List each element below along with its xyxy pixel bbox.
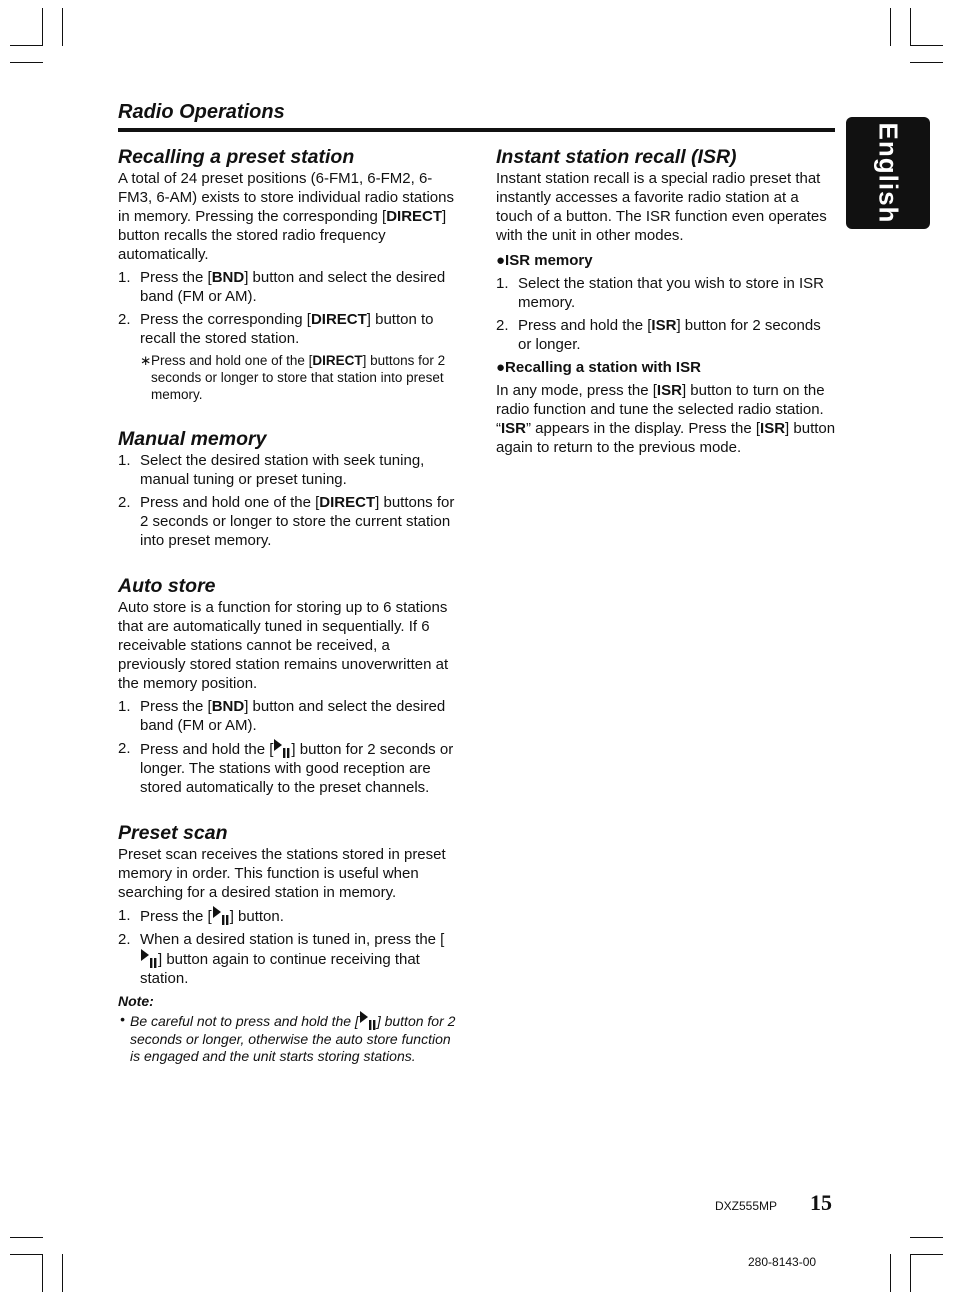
- crop-mark: [10, 45, 43, 46]
- play-pause-icon: [273, 739, 291, 759]
- crop-mark: [10, 1254, 43, 1255]
- recall-note: ∗ Press and hold one of the [DIRECT] buttons for 2 seconds or longer to store that station into preset memory.: [140, 353, 446, 402]
- list-item: 2. Press the corresponding [DIRECT] button to recall the stored station.: [118, 311, 434, 347]
- isr-memory-subheading: ●ISR memory: [496, 252, 593, 269]
- crop-mark: [910, 62, 943, 63]
- isr-heading: Instant station recall (ISR): [496, 146, 737, 168]
- play-pause-icon: [212, 906, 230, 926]
- page-number: 15: [810, 1190, 832, 1215]
- crop-mark: [910, 45, 943, 46]
- list-item: 1. Select the desired station with seek tuning, manual tuning or preset tuning.: [118, 452, 425, 488]
- list-item: 1. Press the [BND] button and select the desired band (FM or AM).: [118, 698, 446, 734]
- isr-recall-text: In any mode, press the [ISR] button to turn on the radio function and tune the selected radio station. “ISR” appears in the display. Press the [ISR] button again to return to the previous mode.: [496, 382, 836, 456]
- isr-recall-subheading: ●Recalling a station with ISR: [496, 359, 701, 376]
- scan-note: • Be careful not to press and hold the [ ] button for 2 seconds or longer, otherwise the auto store function is engaged and the unit starts storing stations.: [120, 1011, 456, 1064]
- crop-mark: [910, 1237, 943, 1238]
- auto-intro: Auto store is a function for storing up to 6 stations that are automatically tuned in sequentially. If 6 receivable stations cannot be received, a previously stored station remains unoverwritten at the memory position.: [118, 599, 449, 692]
- crop-mark: [42, 8, 43, 46]
- auto-heading: Auto store: [118, 575, 216, 597]
- isr-intro: Instant station recall is a special radio preset that instantly accesses a favorite radio station at a touch of a button. The ISR function even operates with the unit in other modes.: [496, 170, 827, 244]
- manual-steps: [118, 451, 458, 550]
- crop-mark: [62, 1254, 63, 1292]
- crop-mark: [10, 1237, 43, 1238]
- right-column: [496, 145, 838, 457]
- header-rule: [118, 128, 835, 132]
- note-title: Note:: [118, 993, 154, 1009]
- crop-mark: [890, 1254, 891, 1292]
- list-item: 2. Press and hold one of the [DIRECT] buttons for 2 seconds or longer to store the current station into preset memory.: [118, 494, 455, 549]
- recall-steps: [118, 268, 458, 348]
- scan-heading: Preset scan: [118, 822, 228, 844]
- list-item: 1. Select the station that you wish to store in ISR memory.: [496, 275, 824, 311]
- manual-heading: Manual memory: [118, 428, 267, 450]
- list-item: 2. Press and hold the [ISR] button for 2 seconds or longer.: [496, 317, 821, 353]
- document-code: 280-8143-00: [748, 1255, 817, 1269]
- play-pause-icon: [140, 949, 158, 969]
- scan-intro: Preset scan receives the stations stored in preset memory in order. This function is useful when searching for a desired station in memory.: [118, 846, 446, 901]
- crop-mark: [910, 1254, 943, 1255]
- scan-steps: [118, 906, 458, 988]
- recall-intro: A total of 24 preset positions (6-FM1, 6-FM2, 6-FM3, 6-AM) exists to store individual radio stations in memory. Pressing the corresponding [DIRECT] button recalls the stored radio frequency automatically.: [118, 170, 454, 263]
- list-item: 1. Press the [ ] button.: [118, 907, 284, 925]
- list-item: 2. Press and hold the [ ] button for 2 seconds or longer. The stations with good reception are stored automatically to the preset channels.: [118, 740, 454, 796]
- language-tab-label: English: [873, 122, 904, 224]
- list-item: 2. When a desired station is tuned in, press the [] button again to continue receiving that station.: [118, 931, 445, 987]
- crop-mark: [910, 8, 911, 46]
- left-column: [118, 145, 458, 1065]
- isr-memory-steps: [496, 274, 838, 354]
- crop-mark: [42, 1254, 43, 1292]
- recall-heading: Recalling a preset station: [118, 146, 355, 168]
- crop-mark: [910, 1254, 911, 1292]
- model-number: DXZ555MP: [715, 1199, 778, 1213]
- auto-steps: [118, 697, 458, 797]
- list-item: 1. Press the [BND] button and select the desired band (FM or AM).: [118, 269, 446, 305]
- play-pause-icon: [359, 1011, 377, 1031]
- crop-mark: [890, 8, 891, 46]
- crop-mark: [62, 8, 63, 46]
- section-title: Radio Operations: [118, 101, 285, 123]
- crop-mark: [10, 62, 43, 63]
- language-tab: [846, 117, 930, 229]
